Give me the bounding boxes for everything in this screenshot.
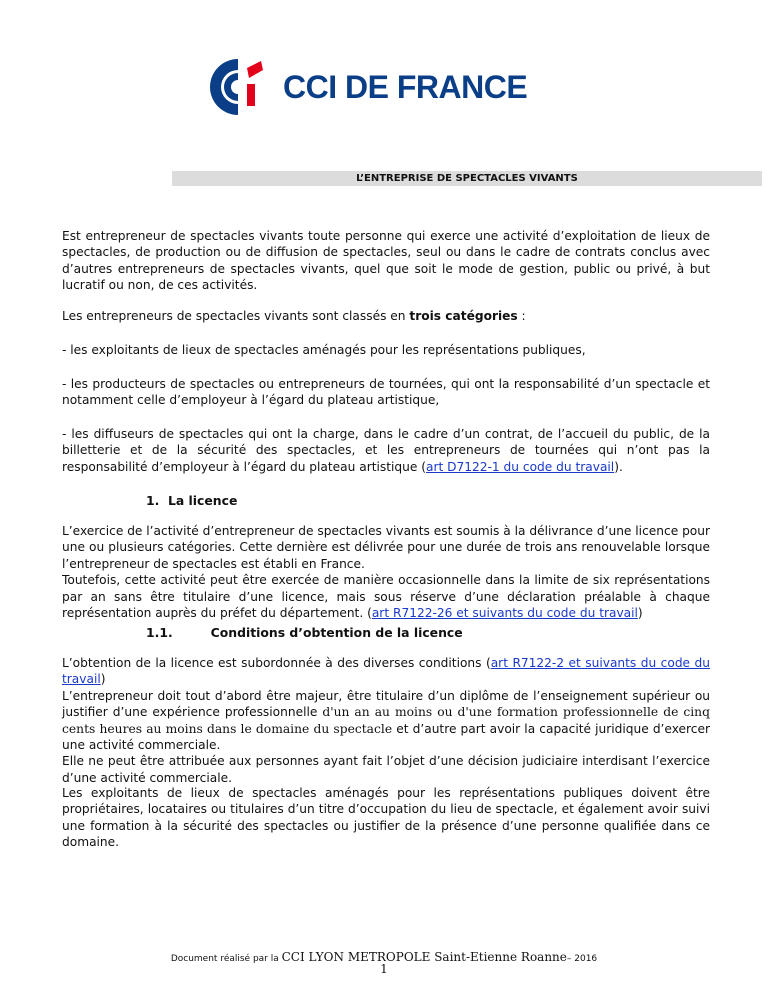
intro-paragraph: Est entrepreneur de spectacles vivants toute personne qui exerce une activité d’exploitation de lieux de spectacles, de production ou de diffusion de spectacles, seul ou dans le cadre de contrats conclus avec d’autres entrepreneurs de spectacles vivants, quel que soit le mode de gestion, public ou privé, à but lucratif ou non, de ces activités.: [62, 229, 710, 293]
logo-name: CCI DE FRANCE: [283, 68, 528, 105]
section-heading-1-1: 1.1. Conditions d’obtention de la licence: [146, 625, 463, 640]
conditions-paragraph: L’obtention de la licence est subordonnée à des diverses conditions (art R7122-2 et suivants du code du travail) L’entrepreneur doit tout d’abord être majeur, être titulaire d’un diplôme de l’enseignement supérieur ou justifier d’une expérience professionnelle d'un an au moins ou d'une formation professionnelle de cinq cents heures au moins dans le domaine du spectacle et d’autre part avoir la capacité juridique d’exercer une activité commerciale. Elle ne peut être attribuée aux personnes ayant fait l’objet d’une décision judiciaire interdisant l’exercice d’une activité commerciale.: [62, 656, 711, 785]
link-art-r7122-26[interactable]: art R7122-26 et suivants du code du travail: [371, 606, 638, 621]
section-heading-1: 1. La licence: [146, 493, 238, 508]
document-title: L’ENTREPRISE DE SPECTACLES VIVANTS: [172, 171, 762, 186]
category-item-2: - les producteurs de spectacles ou entrepreneurs de tournées, qui ont la responsabilité d’un spectacle et notamment celle d’employeur à l’égard du plateau artistique,: [62, 377, 710, 408]
page-number: 1: [380, 962, 388, 976]
category-item-1: - les exploitants de lieux de spectacles aménagés pour les représentations publiques,: [62, 343, 586, 357]
categories-paragraph: Les entrepreneurs de spectacles vivants sont classés en trois catégories :: [62, 309, 526, 323]
cci-logo: [205, 56, 565, 118]
exploitants-paragraph: Les exploitants de lieux de spectacles aménagés pour les représentations publiques doivent être propriétaires, locataires ou titulaires d’un titre d’occupation du lieu de spectacle, et également avoir suivi une formation à la sécurité des spectacles ou justifier de la présence d’une personne qualifiée dans ce domaine.: [62, 786, 710, 850]
footer-org: CCI LYON METROPOLE Saint-Etienne Roanne: [281, 950, 567, 964]
cci-emblem-icon: [205, 56, 271, 118]
categories-bold: trois catégories: [409, 309, 518, 323]
footer: Document réalisé par la CCI LYON METROPOLE Saint-Etienne Roanne– 2016: [170, 950, 598, 964]
link-art-d7122-1[interactable]: art D7122-1 du code du travail: [425, 459, 615, 474]
category-item-3: - les diffuseurs de spectacles qui ont la charge, dans le cadre d’un contrat, de l’accueil du public, de la billetterie et de la sécurité des spectacles, et les entrepreneurs de tournées qui n’ont pas la responsabilité d’employeur à l’égard du plateau artistique (art D7122-1 du code du travail).: [62, 427, 710, 474]
licence-paragraph: L’exercice de l’activité d’entrepreneur de spectacles vivants est soumis à la délivrance d’une licence pour une ou plusieurs catégories. Cette dernière est délivrée pour une durée de trois ans renouvelable lorsque l’entrepreneur de spectacles est établi en France. Toutefois, cette activité peut être exercée de manière occasionnelle dans la limite de six représentations par an sans être titulaire d’une licence, mais sous réserve d’une déclaration préalable à chaque représentation auprès du préfet du département. (art R7122-26 et suivants du code du travail): [62, 524, 710, 621]
link-art-r7122-2[interactable]: art R7122-2 et suivants du code du travail: [62, 656, 710, 687]
